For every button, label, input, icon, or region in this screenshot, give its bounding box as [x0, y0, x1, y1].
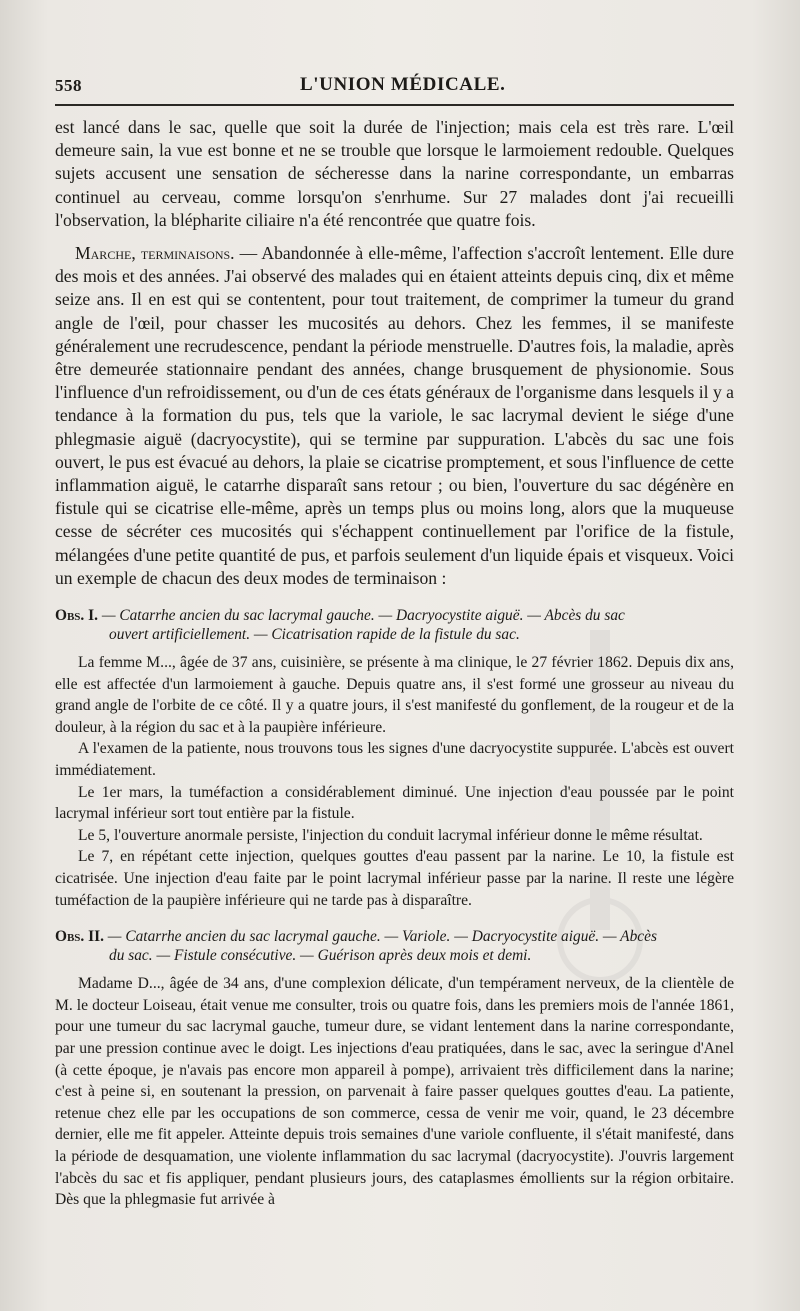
- main-text: [55, 116, 734, 590]
- marche-text: — Abandonnée à elle-même, l'affection s'accroît lentement. Elle dure des mois et des années. J'ai observé des malades qui en étaient atteints depuis cinq, dix et même seize ans. Il en est qui se contentent, pour tout traitement, de comprimer la tumeur du grand angle de l'œil, pour chasser les mucosités au dehors. Chez les femmes, il se manifeste généralement une recrudescence, pendant la période menstruelle. D'autres fois, la maladie, après être demeurée stationnaire pendant des années, change brusquement de physionomie. Sous l'influence d'un refroidissement, ou d'un de ces états généraux de l'organisme dans lesquels il y a tendance à la formation du pus, tels que la variole, le sac lacrymal devient le siége d'une phlegmasie aiguë (dacryocystite), qui se termine par suppuration. L'abcès du sac une fois ouvert, le pus est évacué au dehors, la plaie se cicatrise promptement, et sous l'influence de cette inflammation aiguë, le catarrhe disparaît sans retour ; ou bien, l'ouverture du sac dégénère en fistule qui se cicatrise elle-même, après un temps plus ou moins long, alors que la muqueuse cesse de sécréter ces mucosités qui s'échappent continuellement par l'orifice de la fistule, mélangées d'une petite quantité de pus, et parfois seulement d'un liquide épais et visqueux. Voici un exemple de chacun des deux modes de terminaison :: [55, 243, 734, 588]
- observation-2-title-line2: du sac. — Fistule consécutive. — Guérison après deux mois et demi.: [109, 947, 532, 965]
- running-header: [55, 72, 734, 102]
- marche-paragraph: [55, 242, 734, 590]
- observation-1-paragraph: La femme M..., âgée de 37 ans, cuisinière, se présente à ma clinique, le 27 février 1862. Depuis dix ans, elle est affectée d'un larmoiement à gauche. Depuis quatre ans, il s'est formé une grosseur au niveau du grand angle de l'orbite de ce côté. Il y a quatre jours, il s'est manifesté du gonflement, de la rougeur et de la douleur, à la région du sac et à la paupière inférieure.: [55, 654, 734, 736]
- journal-title: L'UNION MÉDICALE.: [300, 74, 506, 95]
- intro-paragraph: est lancé dans le sac, quelle que soit la durée de l'injection; mais cela est très rare. L'œil demeure sain, la vue est bonne et ne se trouble que lorsque le larmoiement redouble. Quelques sujets accusent une sensation de sécheresse dans la narine correspondante, un embarras continuel au cerveau, comme lorsqu'on s'enrhume. Sur 27 malades dont j'ai recueilli l'observation, la blépharite ciliaire n'a été rencontrée que quatre fois.: [55, 117, 734, 230]
- observation-1: [55, 606, 734, 911]
- observation-2: [55, 927, 734, 1211]
- observation-1-paragraph: Le 7, en répétant cette injection, quelques gouttes d'eau passent par la narine. Le 10, la fistule est cicatrisée. Une injection d'eau faite par le point lacrymal inférieur passe par la narine. Il reste une légère tuméfaction de la paupière inférieure qui ne tarde pas à disparaître.: [55, 848, 734, 909]
- page-number: 558: [55, 76, 82, 95]
- observation-1-paragraph: Le 5, l'ouverture anormale persiste, l'injection du conduit lacrymal inférieur donne le même résultat.: [78, 826, 703, 844]
- observation-1-title: [55, 606, 734, 644]
- observation-1-title-line1: — Catarrhe ancien du sac lacrymal gauche. — Dacryocystite aiguë. — Abcès du sac: [97, 607, 625, 625]
- observation-2-title-line1: — Catarrhe ancien du sac lacrymal gauche. — Variole. — Dacryocystite aiguë. — Abcès: [103, 928, 657, 946]
- observation-2-title: [55, 927, 734, 965]
- observation-1-title-line2: ouvert artificiellement. — Cicatrisation rapide de la fistule du sac.: [109, 626, 520, 644]
- marche-heading: Marche, terminaisons.: [75, 243, 235, 264]
- observation-1-paragraph: A l'examen de la patiente, nous trouvons tous les signes d'une dacryocystite suppurée. L'abcès est ouvert immédiatement.: [55, 740, 734, 780]
- observation-1-label: Obs. I.: [55, 607, 98, 625]
- observation-1-paragraph: Le 1er mars, la tuméfaction a considérablement diminué. Une injection d'eau poussée par le point lacrymal inférieur sort tout entière par la fistule.: [55, 783, 734, 823]
- header-rule: [55, 104, 734, 106]
- observation-2-paragraph: Madame D..., âgée de 34 ans, d'une complexion délicate, d'un tempérament nerveux, de la clientèle de M. le docteur Loiseau, était venue me consulter, trois ou quatre fois, dans les premiers mois de l'année 1861, pour une tumeur du sac lacrymal gauche, tumeur dure, se vidant lentement dans la narine correspondante, par une pression continue avec le doigt. Les injections d'eau pratiquées, dans le sac, avec la seringue d'Anel (à cette époque, je n'avais pas encore mon appareil à pompe), arrivaient très difficilement dans la narine; c'est à peine si, en soutenant la pression, on parvenait à faire passer quelques gouttes d'eau. La patiente, retenue chez elle par les occupations de son commerce, cessa de venir me voir, quand, le 23 décembre dernier, elle me fit appeler. Atteinte depuis trois semaines d'une variole confluente, il s'était manifesté, dans la période de desquamation, une violente inflammation du sac lacrymal (dacryocystite). J'ouvris largement l'abcès du sac et fis appliquer, pendant plusieurs jours, des cataplasmes émollients sur la région orbitaire. Dès que la phlegmasie fut arrivée à: [55, 975, 734, 1209]
- observation-2-label: Obs. II.: [55, 928, 104, 946]
